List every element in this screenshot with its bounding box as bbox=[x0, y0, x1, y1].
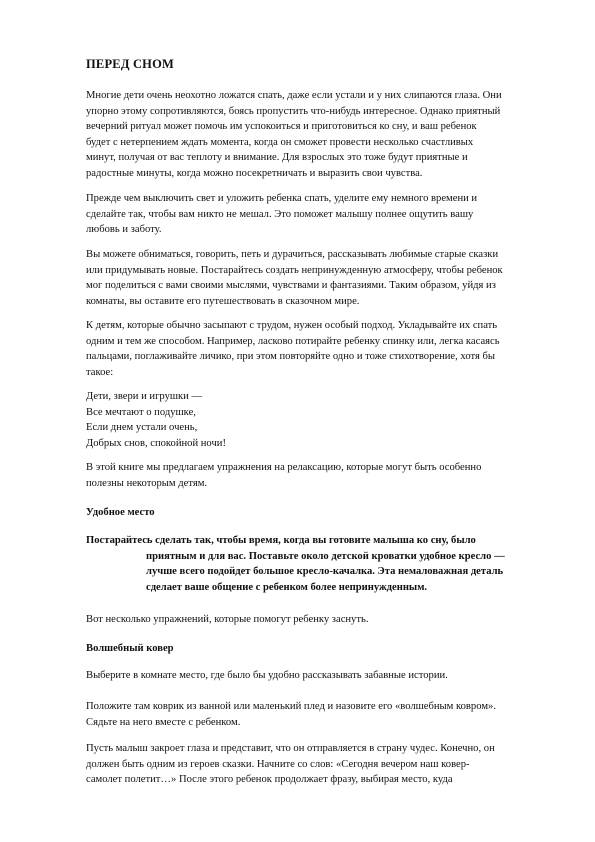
text-line: К детям, которые обычно засыпают с трудом, нужен особый подход. Укладывайте их спать bbox=[86, 320, 498, 331]
paragraph-choose-place: Выберите в комнате место, где было бы удобно рассказывать забавные истории. bbox=[86, 670, 448, 681]
text-line: Положите там коврик из ванной или маленький плед и назовите его «волшебным ковром». bbox=[86, 701, 496, 712]
poem-line: Если днем устали очень, bbox=[86, 422, 198, 434]
poem-line: Все мечтают о подушке, bbox=[86, 406, 196, 418]
paragraph-activities bbox=[86, 247, 516, 309]
section-heading-magic-carpet: Волшебный ковер bbox=[86, 643, 174, 654]
text-line: Прежде чем выключить свет и уложить ребенка спать, уделите ему немного времени и bbox=[86, 193, 478, 204]
text-line: сделает ваше общение с ребенком более непринужденным. bbox=[146, 581, 428, 593]
text-line: самолет полетит…» После этого ребенок продолжает фразу, выбирая место, куда bbox=[86, 774, 453, 786]
text-line: Многие дети очень неохотно ложатся спать, даже если устали и у них слипаются глаза. Они bbox=[86, 90, 502, 101]
text-line: сделайте так, чтобы вам никто не мешал. Это поможет малышу полнее ощутить вашу bbox=[86, 208, 474, 220]
section-heading-comfortable-place: Удобное место bbox=[86, 507, 155, 518]
text-line: приятным и для вас. Поставьте около детской кроватки удобное кресло — bbox=[146, 550, 505, 562]
paragraph-comfortable-place bbox=[86, 533, 516, 595]
paragraph-intro bbox=[86, 88, 516, 182]
text-line: мог поделиться с вами своими мыслями, чувствами и фантазиями. Таким образом, уйдя из bbox=[86, 280, 496, 292]
paragraph-before-sleep bbox=[86, 191, 516, 238]
paragraph-carpet bbox=[86, 699, 516, 730]
poem-line: Дети, звери и игрушки — bbox=[86, 391, 203, 402]
text-line: Вы можете обниматься, говорить, петь и дурачиться, рассказывать любимые старые сказки bbox=[86, 249, 499, 260]
paragraph-special-approach bbox=[86, 318, 516, 380]
text-line: полезны некоторым детям. bbox=[86, 477, 208, 489]
paragraph-exercises-intro: Вот несколько упражнений, которые помогут ребенку заснуть. bbox=[86, 614, 369, 625]
text-line: пальцами, поглаживайте личико, при этом повторяйте одно и тоже стихотворение, хотя бы bbox=[86, 351, 496, 363]
text-line: вечерний ритуал может помочь им успокоиться и приготовиться ко сну, и ваш ребенок bbox=[86, 121, 477, 133]
text-line: одним и тем же способом. Например, ласково потирайте ребенку спинку или, легка касаясь bbox=[86, 335, 500, 347]
text-line: или придумывать новые. Постарайтесь создать непринужденную атмосферу, чтобы ребенок bbox=[86, 264, 503, 276]
text-line: любовь и заботу. bbox=[86, 224, 162, 236]
text-line: комнаты, вы оставите его путешествовать в сказочном мире. bbox=[86, 295, 360, 307]
poem-line: Добрых снов, спокойной ночи! bbox=[86, 437, 226, 449]
text-line: Сядьте на него вместе с ребенком. bbox=[86, 716, 241, 728]
text-line: радостные минуты, когда можно посекретничать и выразить свои чувства. bbox=[86, 167, 423, 179]
text-line: Пусть малыш закроет глаза и представит, что он отправляется в страну чудес. Конечно, он bbox=[86, 743, 495, 754]
text-line: лучше всего подойдет большое кресло-качалка. Эта немаловажная деталь bbox=[146, 566, 504, 578]
text-line: упорно этому сопротивляются, боясь пропустить что-нибудь интересное. Однако приятный bbox=[86, 105, 501, 117]
text-line: будет с нетерпением ждать момента, когда он сможет провести несколько счастливых bbox=[86, 136, 474, 148]
page-title: ПЕРЕД СНОМ bbox=[86, 57, 175, 71]
paragraph-relaxation bbox=[86, 460, 516, 491]
text-line: Постарайтесь сделать так, чтобы время, когда вы готовите малыша ко сну, было bbox=[86, 535, 476, 546]
text-line: В этой книге мы предлагаем упражнения на релаксацию, которые могут быть особенно bbox=[86, 462, 482, 473]
text-line: должен быть одним из героев сказки. Начните со слов: «Сегодня вечером наш ковер- bbox=[86, 758, 470, 770]
poem bbox=[86, 389, 516, 451]
paragraph-journey bbox=[86, 741, 516, 788]
text-line: такое: bbox=[86, 366, 114, 378]
text-line: минут, получая от вас теплоту и внимание. Для взрослых это тоже будут приятные и bbox=[86, 152, 468, 164]
